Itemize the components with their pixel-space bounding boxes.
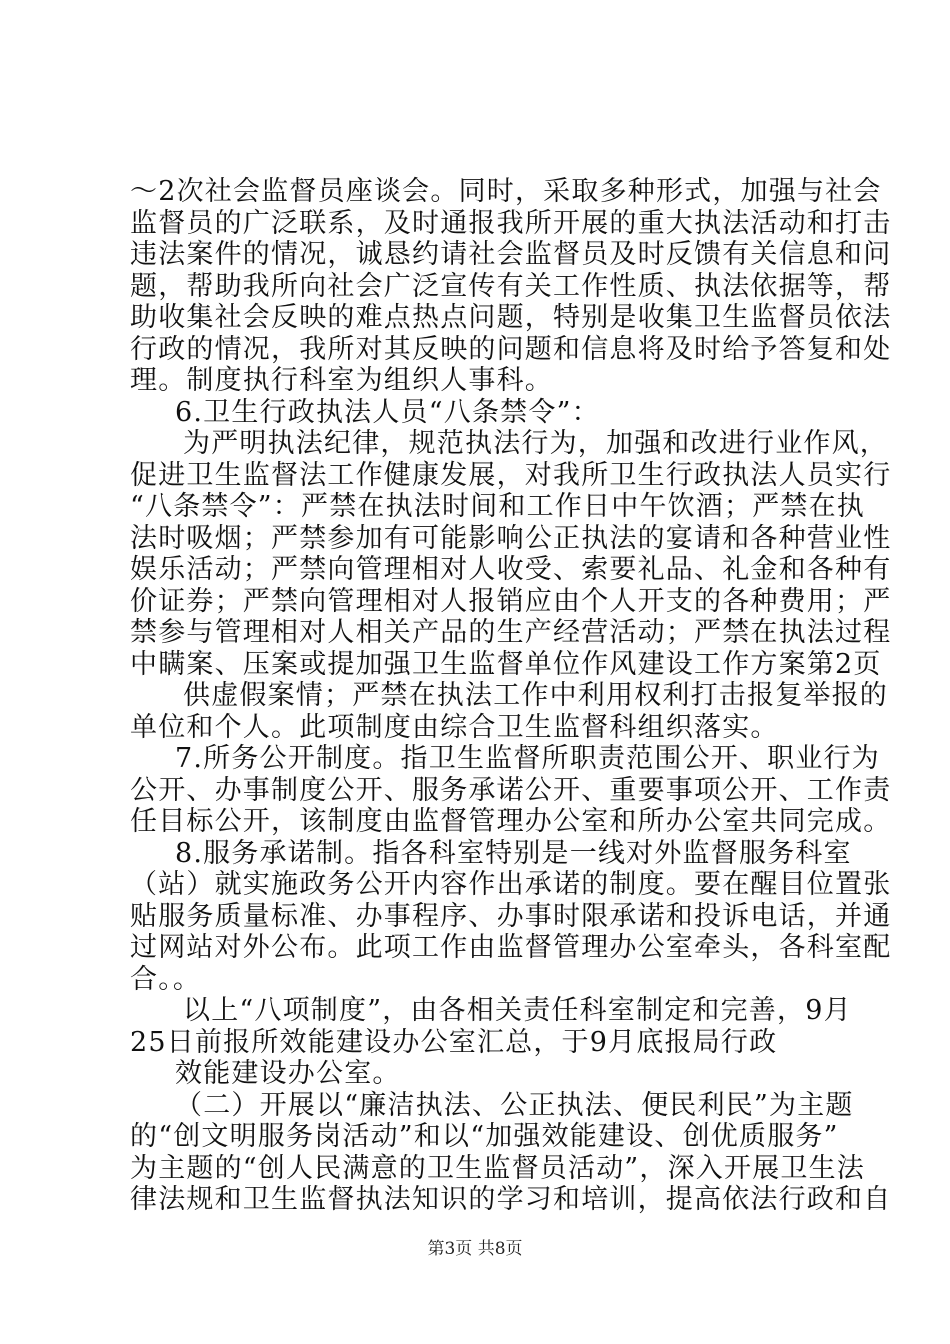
text-line: 以上“八项制度”，由各相关责任科室制定和完善，9月	[183, 995, 852, 1026]
text-line: 律法规和卫生监督执法知识的学习和培训，提高依法行政和自	[130, 1184, 892, 1215]
text-line: 理。制度执行科室为组织人事科。	[130, 365, 553, 396]
text-line: 促进卫生监督法工作健康发展，对我所卫生行政执法人员实行	[130, 459, 892, 491]
text-line: 行政的情况，我所对其反映的问题和信息将及时给予答复和处	[130, 333, 892, 365]
text-line: 公开、办事制度公开、服务承诺公开、重要事项公开、工作责	[130, 774, 892, 806]
text-line: 禁参与管理相对人相关产品的生产经营活动；严禁在执法过程	[130, 617, 892, 648]
section-heading: 7.所务公开制度。指卫生监督所职责范围公开、职业行为	[175, 743, 880, 774]
text-line: 为严明执法纪律，规范执法行为，加强和改进行业作风，	[183, 428, 888, 459]
text-line: 25日前报所效能建设办公室汇总，于9月底报局行政	[130, 1026, 778, 1058]
text-line: 贴服务质量标准、办事程序、办事时限承诺和投诉电话，并通	[130, 900, 892, 932]
section-heading: （二）开展以“廉洁执法、公正执法、便民利民”为主题	[175, 1089, 854, 1121]
text-line: 题，帮助我所向社会广泛宣传有关工作性质、执法依据等，帮	[130, 270, 892, 302]
text-line: 供虚假案情；严禁在执法工作中利用权利打击报复举报的	[183, 680, 888, 711]
text-line: 价证券；严禁向管理相对人报销应由个人开支的各种费用；严	[130, 585, 892, 617]
text-line: （站）就实施政务公开内容作出承诺的制度。要在醒目位置张	[130, 869, 892, 900]
text-line: 监督员的广泛联系，及时通报我所开展的重大执法活动和打击	[130, 207, 892, 239]
section-heading: 8.服务承诺制。指各科室特别是一线对外监督服务科室	[175, 837, 852, 869]
text-line: “八条禁令”：严禁在执法时间和工作日中午饮酒；严禁在执	[130, 491, 866, 522]
section-heading: 6.卫生行政执法人员“八条禁令”：	[175, 396, 600, 428]
text-line: 助收集社会反映的难点热点问题，特别是收集卫生监督员依法	[130, 302, 892, 333]
text-line: 单位和个人。此项制度由综合卫生监督科组织落实。	[130, 711, 779, 743]
text-line: ～2次社会监督员座谈会。同时，采取多种形式，加强与社会	[130, 176, 882, 207]
text-line: 娱乐活动；严禁向管理相对人收受、索要礼品、礼金和各种有	[130, 554, 892, 585]
text-line: 为主题的“创人民满意的卫生监督员活动”，深入开展卫生法	[130, 1152, 866, 1184]
text-line: 过网站对外公布。此项工作由监督管理办公室牵头，各科室配	[130, 932, 892, 963]
page-footer: 第3页 共8页	[427, 1239, 523, 1259]
text-line: 中瞒案、压案或提加强卫生监督单位作风建设工作方案第2页	[130, 648, 882, 680]
text-line: 法时吸烟；严禁参加有可能影响公正执法的宴请和各种营业性	[130, 522, 892, 554]
text-line: 任目标公开，该制度由监督管理办公室和所办公室共同完成。	[130, 806, 892, 837]
text-line: 合。。	[130, 963, 202, 995]
text-line: 效能建设办公室。	[175, 1058, 401, 1089]
text-line: 的“创文明服务岗活动”和以“加强效能建设、创优质服务”	[130, 1121, 839, 1152]
text-line: 违法案件的情况，诚恳约请社会监督员及时反馈有关信息和问	[130, 239, 892, 270]
